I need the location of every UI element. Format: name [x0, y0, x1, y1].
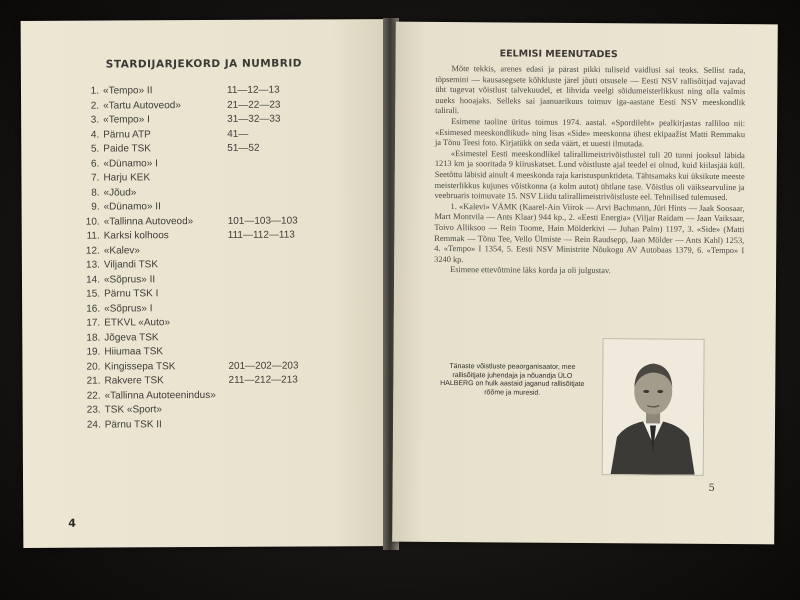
entry-number: 4. [90, 129, 100, 141]
entry-number: 13. [85, 259, 100, 271]
entry-number: 23. [86, 404, 101, 416]
entry-team: Rakvere TSK [104, 375, 164, 387]
left-page-title: STARDIJARJEKORD JA NUMBRID [105, 57, 302, 71]
entry-start-numbers: 211—212—213 [228, 374, 298, 386]
entry-number: 11. [86, 230, 100, 242]
entry-number: 21. [86, 375, 101, 387]
portrait-photo [602, 338, 705, 476]
start-list-row [72, 344, 382, 360]
entry-number: 12. [85, 245, 100, 257]
entry-start-numbers [228, 330, 348, 345]
entry-start-numbers [228, 199, 348, 214]
start-list-row [73, 402, 383, 418]
entry-start-numbers: 11—12—13 [226, 84, 280, 96]
article-paragraph: Esimene ettevõtmine läks korda ja oli julgustav. [450, 265, 611, 276]
entry-number: 5. [90, 143, 100, 155]
entry-number: 9. [91, 201, 100, 213]
entry-number: 8. [91, 187, 100, 199]
entry-start-numbers [227, 170, 347, 185]
entry-number: 19. [86, 346, 101, 358]
entry-start-numbers: 201—202—203 [228, 360, 299, 372]
entry-number: 16. [86, 303, 101, 315]
start-list-row [71, 112, 381, 128]
entry-number: 15. [86, 288, 101, 300]
right-page-number: 5 [708, 482, 715, 494]
article-paragraph: Mõte tekkis, arenes edasi ja pärast pikki tuliseid vaidlusi sai teoks. Sellist rada, tõpsemini — kausasegsete kõhkluste järel jõuti otsusele — Eesti NSV rallisõitjad vajavad üht tugevat võistlust talvekuudel, et lihvida veelgi sõidumeisterlikkust ning olla valmis uueks hooajaks. Selleks sai jaanuarikuus toimuv iga-aastane Eesti NSV meeskondlik talirali. [435, 64, 746, 116]
start-list-row [72, 257, 382, 273]
entry-number: 6. [90, 158, 100, 170]
entry-number: 14. [86, 274, 101, 286]
right-page [392, 22, 778, 545]
entry-start-numbers [227, 156, 347, 171]
entry-team: «Tempo» I [103, 114, 150, 126]
entry-start-numbers: 51—52 [227, 142, 260, 154]
entry-number: 10. [85, 216, 100, 228]
entry-team: «Kalev» [103, 244, 140, 257]
entry-team: Kingissepa TSK [104, 360, 176, 373]
entry-start-numbers [228, 344, 348, 359]
photo-caption: Tänaste võistluste peaorganisaator, mee rallisõitjate juhendaja ja nõuandja ÜLO HALBERG on hulk aastaid jaganud rallisõitjate rõõme ja muresid. [440, 363, 585, 397]
entry-team: ETKVL «Auto» [104, 317, 171, 329]
entry-team: «Tallinna Autoteenindus» [104, 389, 216, 402]
entry-team: «Sõprus» I [104, 302, 153, 315]
article-text [434, 64, 745, 278]
article-paragraph: 1. «Kalevi» VÄMK (Kaarel-Ain Viirok — Arvi Bachmann, Jüri Hints — Jaak Soosaar, Mart Montvila — Ants Klaar) 944 kp., 2. «Eesti Energia» (Viljar Raidam — Jaan Vaiksaar, Toivo Alliksoo — Rein Toome, Hain Mölderkivi — Juhan Palm) 1197, 3. «Side» (Matti Remmak — Tõnu Tee, Vello Ülmiste — Rein Raudsepp, Jaan Mölder — Ants Kahl) 1253, 4. «Tempo» I 1354, 5. Eesti NSV Ministrite Nõukogu AV Autobaas 1379, 6. «Tempo» I 3240 kp. [434, 201, 745, 264]
entry-start-numbers [229, 417, 349, 432]
entry-start-numbers [228, 315, 348, 330]
start-list-row [71, 185, 381, 201]
start-list-row [72, 301, 382, 317]
start-list-row [72, 228, 382, 244]
start-list-row [73, 417, 383, 433]
right-page-title: EELMISI MEENUTADES [499, 48, 618, 61]
entry-team: «Tallinna Autoveod» [103, 215, 194, 228]
entry-team: Karksi kolhoos [103, 230, 169, 242]
entry-team: «Tempo» II [102, 85, 153, 97]
article-paragraph: «Esimestel Eesti meeskondlikel talirallimeistrivõistlustel tuli 20 tunni jooksul läbida 1213 km ja sooritada 9 kiiruskatset. Lund võistluste ajal teedel ei olnud, kuid kiilasjää küll. Seetõttu läbisid ainult 4 meeskonda raja karistuspunktideta. Tähtsamaks kui üksikute meeste meisterlikkus kujunes võistkonna (a kolm autot) ühtlane tase. Võistlus oli väiksearvuline ja veebruaris toimuvate 15. NSV Liidu talirallimeistrivõistluste eel. Tehnilised tulemused. [434, 148, 745, 203]
entry-start-numbers [227, 185, 347, 200]
left-page-number: 4 [68, 516, 76, 530]
entry-start-numbers: 31—32—33 [227, 113, 281, 125]
entry-number: 20. [86, 361, 101, 373]
entry-team: Hiiumaa TSK [104, 346, 164, 358]
start-list-row [71, 141, 381, 157]
entry-team: «Dünamo» I [103, 157, 158, 170]
entry-start-numbers: 41— [227, 128, 249, 140]
entry-team: Harju KEK [103, 172, 151, 184]
entry-number: 18. [86, 332, 101, 344]
start-list-row [72, 359, 382, 375]
entry-start-numbers [228, 286, 348, 301]
start-list-row [71, 170, 381, 186]
left-page [21, 19, 390, 548]
entry-number: 3. [90, 114, 100, 126]
start-list-row [71, 83, 381, 99]
entry-number: 22. [86, 390, 101, 402]
entry-number: 1. [90, 85, 100, 97]
entry-team: «Dünamo» II [103, 201, 161, 213]
entry-start-numbers: 101—103—103 [227, 215, 298, 227]
entry-team: Pärnu TSK I [104, 288, 159, 300]
entry-number: 2. [90, 100, 100, 112]
entry-start-numbers [229, 402, 349, 417]
start-list-row [72, 373, 382, 389]
entry-number: 17. [86, 317, 101, 329]
entry-start-numbers [228, 301, 348, 316]
start-list-row [72, 199, 382, 215]
entry-team: Pärnu ATP [103, 128, 151, 141]
start-list-row [71, 156, 381, 172]
entry-team: «Jõud» [103, 186, 137, 199]
start-list-row [73, 388, 383, 404]
entry-start-numbers: 111—112—113 [227, 229, 295, 241]
entry-team: Paide TSK [103, 143, 151, 155]
start-list-row [72, 286, 382, 302]
start-list-row [71, 127, 381, 143]
start-list-row [72, 243, 382, 259]
entry-start-numbers [228, 272, 348, 287]
start-list-row [72, 272, 382, 288]
entry-start-numbers: 21—22—23 [227, 99, 281, 111]
entry-team: «Tartu Autoveod» [103, 99, 181, 112]
start-list-row [72, 214, 382, 230]
portrait-illustration [603, 339, 704, 475]
start-list-row [72, 315, 382, 331]
entry-start-numbers [228, 257, 348, 272]
entry-start-numbers [229, 388, 349, 403]
start-order-list [71, 83, 383, 433]
article-paragraph: Esimene taoline üritus toimus 1974. aastal. «Spordileht» pealkirjastas ralliloo nii: «Esimesed meeskondlikud» ning lisas «Side» meeskonna ühest ekipaažist Matti Remmaku ja Tõnu Teesi foto. Kirjatükk on seda väärt, et uuesti ilmutada. [434, 117, 746, 149]
start-list-row [71, 98, 381, 114]
entry-team: Jõgeva TSK [104, 331, 159, 344]
entry-number: 24. [86, 419, 101, 431]
entry-team: Pärnu TSK II [104, 418, 162, 431]
entry-team: «Sõprus» II [103, 273, 156, 286]
entry-team: TSK «Sport» [104, 404, 162, 416]
entry-team: Viljandi TSK [103, 259, 159, 271]
entry-number: 7. [91, 172, 100, 184]
entry-start-numbers [228, 243, 348, 258]
start-list-row [72, 330, 382, 346]
